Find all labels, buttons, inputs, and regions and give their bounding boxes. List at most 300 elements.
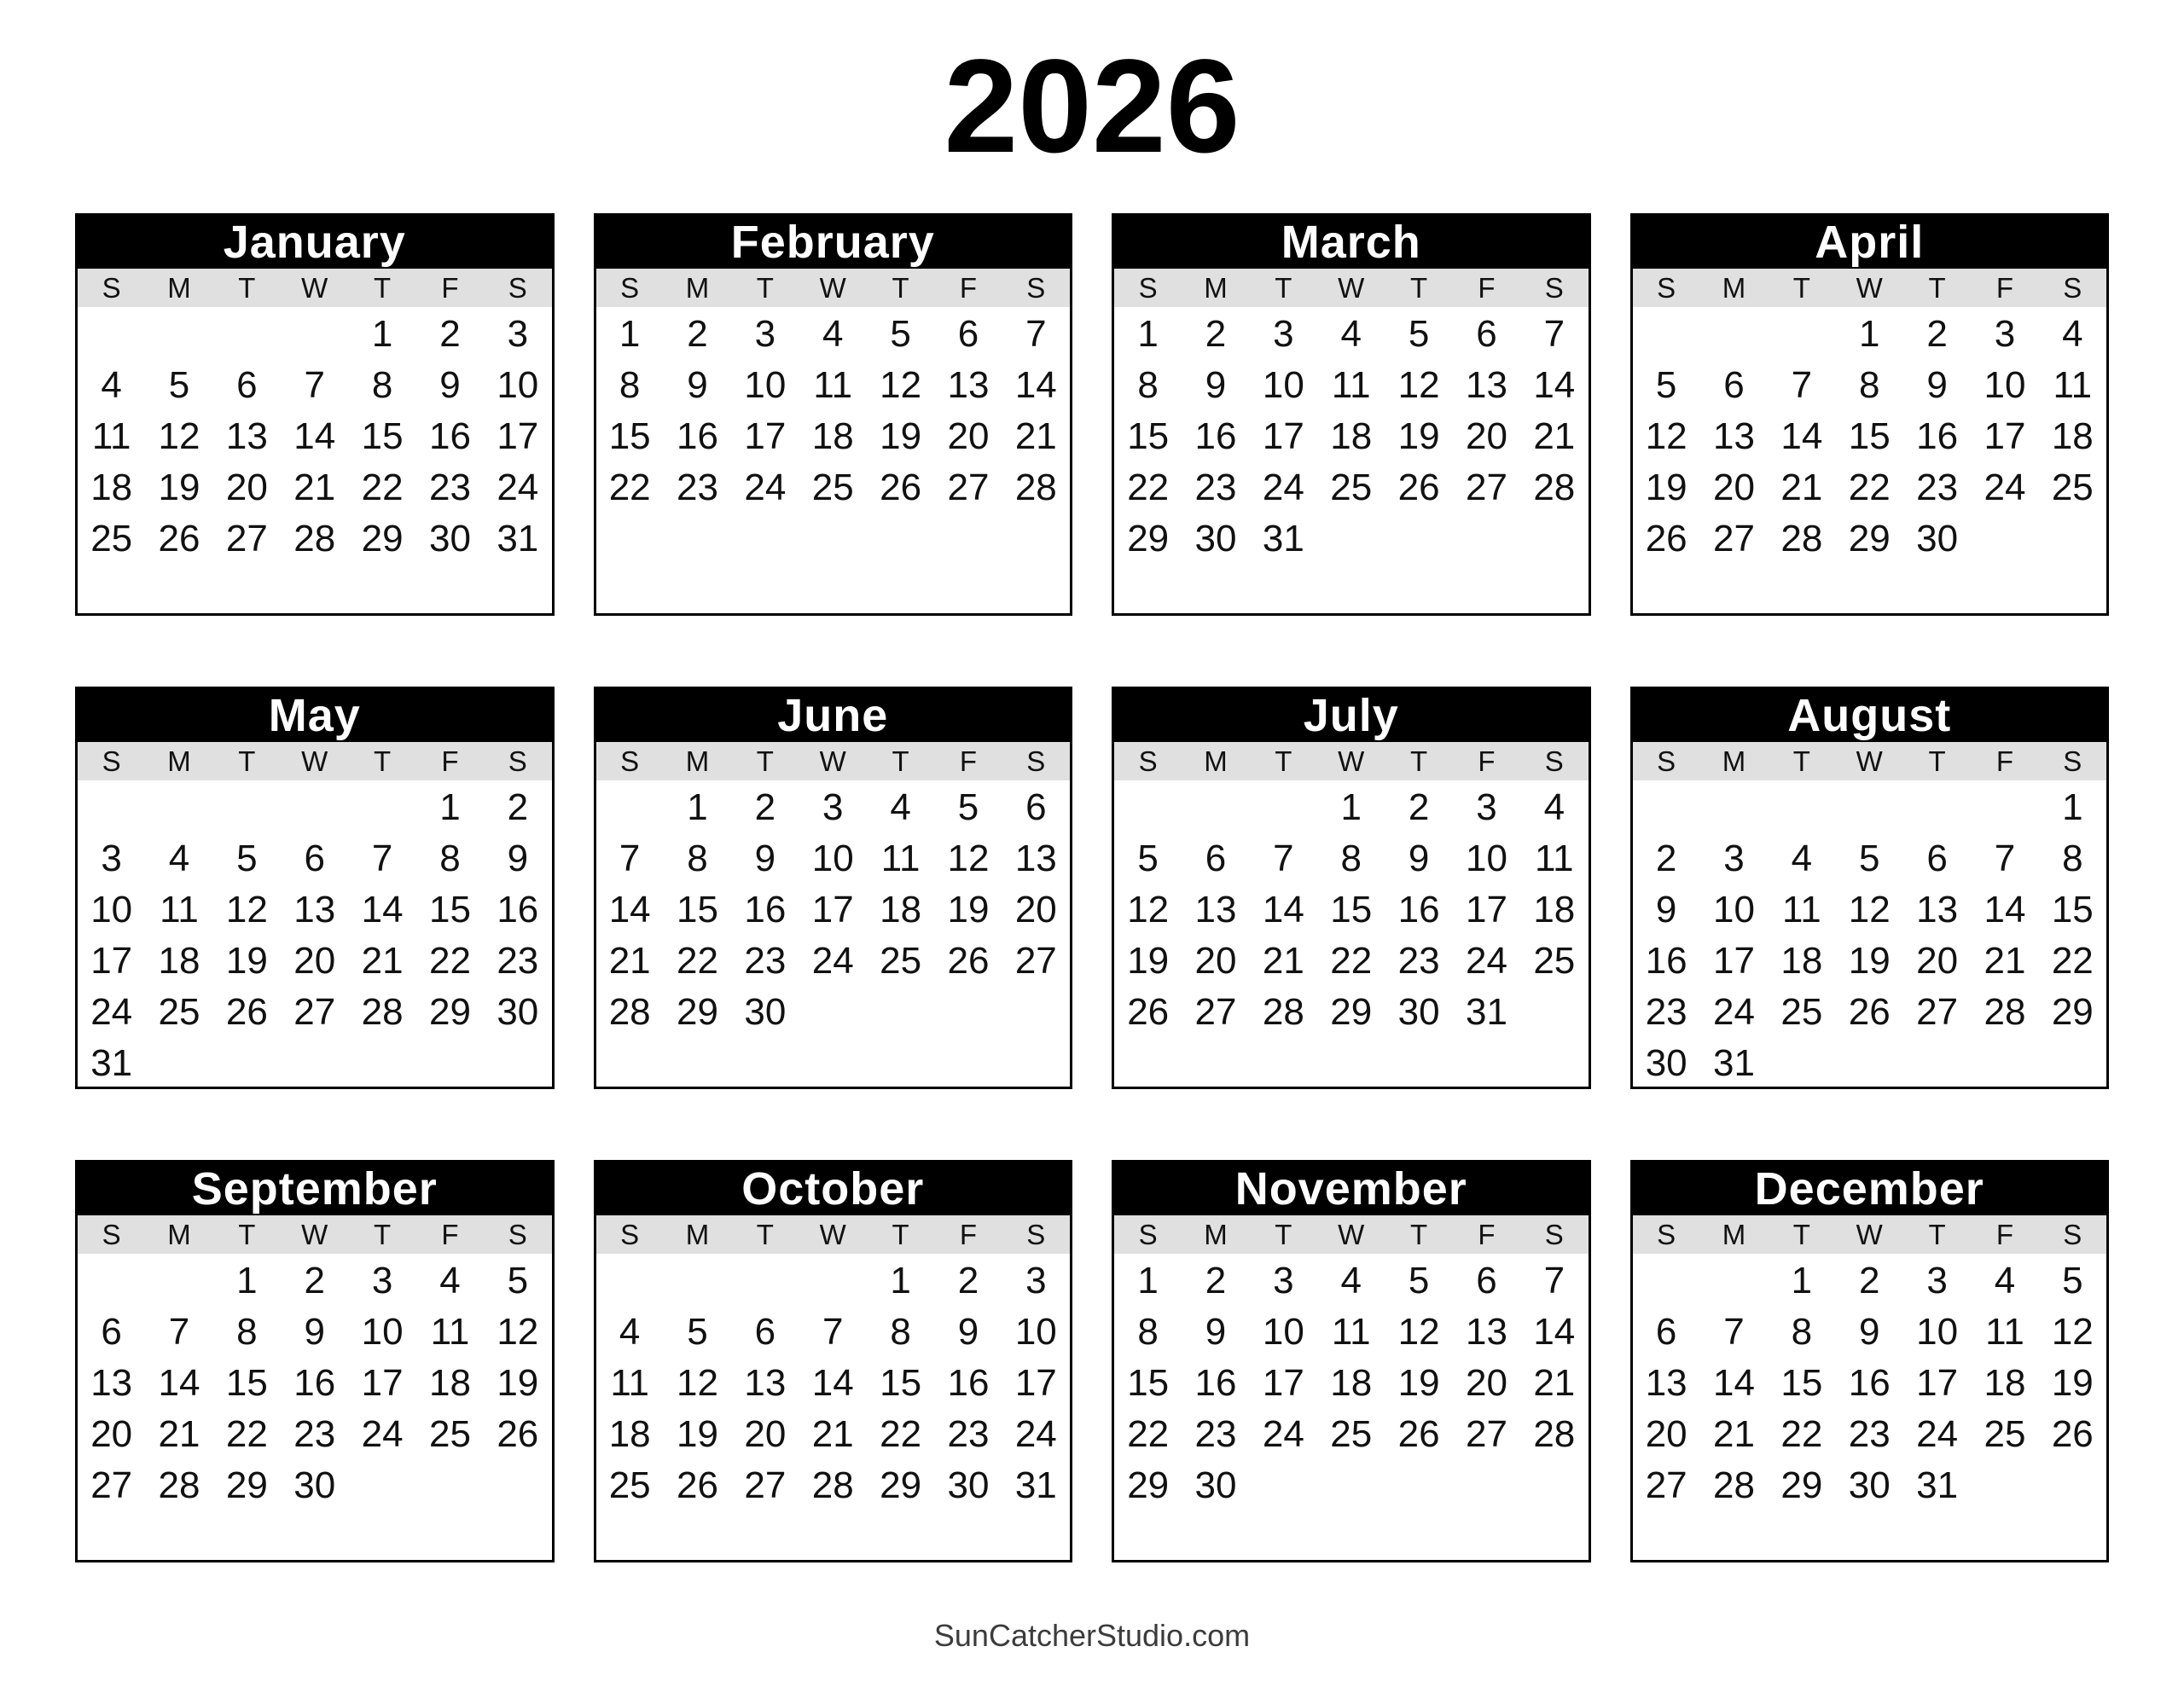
weekday-label: W bbox=[301, 271, 328, 304]
weekday-label: S bbox=[1026, 271, 1046, 304]
date-cell: 23 bbox=[1194, 467, 1237, 508]
date-cell: 21 bbox=[1262, 940, 1304, 982]
date-cell: 20 bbox=[1645, 1413, 1687, 1455]
date-cell: 29 bbox=[1848, 518, 1891, 559]
weekday-label: S bbox=[1657, 745, 1676, 777]
date-cell: 21 bbox=[293, 467, 336, 508]
date-cell: 9 bbox=[1655, 889, 1677, 930]
date-cell: 20 bbox=[90, 1413, 133, 1455]
date-cell: 17 bbox=[1262, 415, 1304, 457]
date-cell: 3 bbox=[1273, 1260, 1294, 1301]
date-cell: 4 bbox=[1340, 1260, 1362, 1301]
month-dates bbox=[1114, 1254, 1589, 1560]
date-cell: 17 bbox=[1262, 1362, 1304, 1404]
weekday-label: S bbox=[1026, 1218, 1046, 1250]
date-cell: 25 bbox=[1984, 1413, 2026, 1455]
date-cell: 19 bbox=[1397, 415, 1440, 457]
date-cell: 14 bbox=[811, 1362, 854, 1404]
date-cell: 28 bbox=[293, 518, 336, 559]
date-cell: 24 bbox=[361, 1413, 404, 1455]
month-title: August bbox=[1633, 689, 2107, 742]
weekday-label: F bbox=[441, 1218, 459, 1250]
date-cell: 19 bbox=[225, 940, 268, 982]
weekday-label: W bbox=[301, 1218, 328, 1250]
date-cell: 3 bbox=[1994, 313, 2016, 355]
date-cell: 11 bbox=[91, 415, 131, 457]
date-cell: 17 bbox=[90, 940, 133, 982]
date-cell: 27 bbox=[1645, 1464, 1687, 1506]
date-cell: 7 bbox=[1025, 313, 1047, 355]
weekday-header-row bbox=[1114, 742, 1589, 780]
date-cell: 3 bbox=[822, 786, 844, 828]
date-cell: 1 bbox=[236, 1260, 258, 1301]
weekday-label: W bbox=[819, 271, 846, 304]
date-cell: 6 bbox=[1723, 364, 1745, 406]
date-cell: 10 bbox=[1713, 889, 1755, 930]
date-cell: 6 bbox=[1025, 786, 1047, 828]
date-cell: 9 bbox=[1408, 838, 1430, 879]
date-cell: 14 bbox=[1713, 1362, 1755, 1404]
date-cell: 5 bbox=[236, 838, 258, 879]
weekday-header-row bbox=[596, 1215, 1071, 1254]
date-cell: 8 bbox=[1137, 1311, 1159, 1353]
date-cell: 9 bbox=[754, 838, 776, 879]
date-cell: 25 bbox=[608, 1464, 651, 1506]
date-cell: 1 bbox=[1137, 313, 1159, 355]
date-cell: 27 bbox=[1713, 518, 1755, 559]
date-cell: 8 bbox=[687, 838, 708, 879]
date-cell: 20 bbox=[744, 1413, 787, 1455]
date-cell: 18 bbox=[811, 415, 854, 457]
weekday-label: T bbox=[756, 745, 774, 777]
date-cell: 30 bbox=[428, 518, 471, 559]
date-cell: 30 bbox=[293, 1464, 336, 1506]
date-cell: 13 bbox=[1465, 364, 1507, 406]
date-cell: 1 bbox=[890, 1260, 911, 1301]
date-cell: 24 bbox=[1713, 991, 1755, 1033]
weekday-label: T bbox=[756, 271, 774, 304]
date-cell: 15 bbox=[225, 1362, 268, 1404]
date-cell: 8 bbox=[371, 364, 393, 406]
calendar-grid bbox=[75, 213, 2109, 1562]
date-cell: 3 bbox=[754, 313, 776, 355]
date-cell: 9 bbox=[1926, 364, 1948, 406]
date-cell: 22 bbox=[608, 467, 651, 508]
date-cell: 20 bbox=[1465, 1362, 1507, 1404]
date-cell: 20 bbox=[1194, 940, 1237, 982]
date-cell: 22 bbox=[1330, 940, 1373, 982]
date-cell: 25 bbox=[90, 518, 133, 559]
weekday-label: W bbox=[1856, 745, 1883, 777]
date-cell: 6 bbox=[101, 1311, 122, 1353]
weekday-label: W bbox=[819, 1218, 846, 1250]
date-cell: 1 bbox=[1791, 1260, 1813, 1301]
month-february bbox=[594, 213, 1073, 616]
date-cell: 17 bbox=[1916, 1362, 1959, 1404]
date-cell: 9 bbox=[957, 1311, 979, 1353]
month-dates bbox=[78, 1254, 552, 1560]
weekday-label: S bbox=[1138, 271, 1158, 304]
date-cell: 5 bbox=[890, 313, 911, 355]
date-cell: 18 bbox=[1533, 889, 1576, 930]
date-cell: 4 bbox=[1340, 313, 1362, 355]
date-cell: 29 bbox=[428, 991, 471, 1033]
weekday-label: S bbox=[620, 745, 640, 777]
date-cell: 12 bbox=[1645, 415, 1687, 457]
date-cell: 14 bbox=[1780, 415, 1823, 457]
weekday-label: S bbox=[1544, 271, 1564, 304]
date-cell: 12 bbox=[1397, 1311, 1440, 1353]
date-cell: 12 bbox=[677, 1362, 718, 1404]
date-cell: 2 bbox=[957, 1260, 979, 1301]
date-cell: 23 bbox=[1194, 1413, 1237, 1455]
date-cell: 11 bbox=[1331, 364, 1371, 406]
date-cell: 2 bbox=[1859, 1260, 1880, 1301]
date-cell: 17 bbox=[361, 1362, 404, 1404]
date-cell: 10 bbox=[744, 364, 787, 406]
date-cell: 17 bbox=[811, 889, 854, 930]
date-cell: 25 bbox=[1330, 1413, 1373, 1455]
date-cell: 2 bbox=[507, 786, 529, 828]
date-cell: 29 bbox=[1127, 518, 1170, 559]
date-cell: 15 bbox=[677, 889, 718, 930]
date-cell: 10 bbox=[1262, 1311, 1304, 1353]
date-cell: 1 bbox=[1137, 1260, 1159, 1301]
month-dates bbox=[596, 780, 1071, 1087]
date-cell: 30 bbox=[497, 991, 539, 1033]
weekday-label: T bbox=[238, 745, 256, 777]
date-cell: 28 bbox=[361, 991, 404, 1033]
date-cell: 13 bbox=[947, 364, 990, 406]
date-cell: 21 bbox=[811, 1413, 854, 1455]
weekday-label: T bbox=[1410, 1218, 1428, 1250]
date-cell: 1 bbox=[439, 786, 461, 828]
date-cell: 4 bbox=[1543, 786, 1565, 828]
date-cell: 28 bbox=[1262, 991, 1304, 1033]
date-cell: 29 bbox=[1127, 1464, 1170, 1506]
date-cell: 27 bbox=[1194, 991, 1237, 1033]
date-cell: 13 bbox=[293, 889, 336, 930]
date-cell: 23 bbox=[1916, 467, 1959, 508]
date-cell: 8 bbox=[619, 364, 641, 406]
date-cell: 3 bbox=[1025, 1260, 1047, 1301]
date-cell: 22 bbox=[1848, 467, 1891, 508]
weekday-label: F bbox=[1478, 271, 1496, 304]
date-cell: 8 bbox=[1340, 838, 1362, 879]
date-cell: 23 bbox=[677, 467, 718, 508]
weekday-label: S bbox=[620, 1218, 640, 1250]
date-cell: 4 bbox=[890, 786, 911, 828]
date-cell: 22 bbox=[225, 1413, 268, 1455]
date-cell: 4 bbox=[439, 1260, 461, 1301]
month-january bbox=[75, 213, 555, 616]
date-cell: 26 bbox=[1127, 991, 1170, 1033]
weekday-label: W bbox=[1338, 1218, 1365, 1250]
date-cell: 29 bbox=[880, 1464, 922, 1506]
date-cell: 15 bbox=[1848, 415, 1891, 457]
date-cell: 19 bbox=[1397, 1362, 1440, 1404]
date-cell: 20 bbox=[1014, 889, 1057, 930]
date-cell: 12 bbox=[1397, 364, 1440, 406]
date-cell: 20 bbox=[293, 940, 336, 982]
date-cell: 17 bbox=[1984, 415, 2026, 457]
weekday-label: T bbox=[238, 1218, 256, 1250]
weekday-label: W bbox=[1338, 271, 1365, 304]
month-november bbox=[1112, 1160, 1591, 1562]
date-cell: 5 bbox=[1655, 364, 1677, 406]
date-cell: 7 bbox=[1723, 1311, 1745, 1353]
weekday-header-row bbox=[78, 1215, 552, 1254]
year-title: 2026 bbox=[944, 32, 1240, 181]
month-title: February bbox=[596, 216, 1071, 269]
weekday-label: S bbox=[102, 271, 121, 304]
date-cell: 16 bbox=[677, 415, 718, 457]
date-cell: 22 bbox=[1127, 467, 1170, 508]
date-cell: 28 bbox=[1533, 1413, 1576, 1455]
date-cell: 10 bbox=[1465, 838, 1507, 879]
weekday-label: F bbox=[959, 1218, 978, 1250]
weekday-label: T bbox=[1410, 745, 1428, 777]
date-cell: 25 bbox=[158, 991, 200, 1033]
date-cell: 6 bbox=[304, 838, 325, 879]
date-cell: 15 bbox=[1330, 889, 1373, 930]
date-cell: 2 bbox=[1655, 838, 1677, 879]
weekday-label: M bbox=[1722, 1218, 1746, 1250]
month-june bbox=[594, 687, 1073, 1089]
month-title: January bbox=[78, 216, 552, 269]
month-dates bbox=[596, 307, 1071, 613]
date-cell: 31 bbox=[1916, 1464, 1959, 1506]
month-dates bbox=[78, 780, 552, 1089]
date-cell: 25 bbox=[1533, 940, 1576, 982]
date-cell: 24 bbox=[1014, 1413, 1057, 1455]
date-cell: 4 bbox=[822, 313, 844, 355]
date-cell: 4 bbox=[168, 838, 190, 879]
date-cell: 27 bbox=[1465, 467, 1507, 508]
date-cell: 11 bbox=[160, 889, 199, 930]
date-cell: 22 bbox=[361, 467, 404, 508]
date-cell: 15 bbox=[428, 889, 471, 930]
date-cell: 24 bbox=[1465, 940, 1507, 982]
month-title: July bbox=[1114, 689, 1589, 742]
date-cell: 19 bbox=[947, 889, 990, 930]
date-cell: 1 bbox=[2062, 786, 2083, 828]
weekday-label: F bbox=[1995, 1218, 2014, 1250]
date-cell: 7 bbox=[1543, 313, 1565, 355]
month-december bbox=[1630, 1160, 2110, 1562]
date-cell: 6 bbox=[754, 1311, 776, 1353]
weekday-label: S bbox=[1544, 745, 1564, 777]
date-cell: 11 bbox=[430, 1311, 470, 1353]
date-cell: 3 bbox=[507, 313, 529, 355]
date-cell: 16 bbox=[1194, 415, 1237, 457]
date-cell: 6 bbox=[236, 364, 258, 406]
weekday-header-row bbox=[1114, 1215, 1589, 1254]
date-cell: 30 bbox=[1194, 518, 1237, 559]
date-cell: 6 bbox=[957, 313, 979, 355]
weekday-label: T bbox=[374, 271, 392, 304]
month-title: March bbox=[1114, 216, 1589, 269]
date-cell: 12 bbox=[947, 838, 990, 879]
date-cell: 14 bbox=[1533, 364, 1576, 406]
date-cell: 7 bbox=[168, 1311, 190, 1353]
date-cell: 16 bbox=[947, 1362, 990, 1404]
date-cell: 25 bbox=[811, 467, 854, 508]
date-cell: 19 bbox=[1645, 467, 1687, 508]
date-cell: 8 bbox=[2062, 838, 2083, 879]
month-dates bbox=[1114, 780, 1589, 1087]
date-cell: 6 bbox=[1476, 313, 1497, 355]
date-cell: 16 bbox=[1645, 940, 1687, 982]
date-cell: 20 bbox=[1713, 467, 1755, 508]
date-cell: 24 bbox=[811, 940, 854, 982]
date-cell: 28 bbox=[811, 1464, 854, 1506]
date-cell: 11 bbox=[880, 838, 921, 879]
date-cell: 11 bbox=[1985, 1311, 2024, 1353]
date-cell: 28 bbox=[1780, 518, 1823, 559]
date-cell: 20 bbox=[1916, 940, 1959, 982]
date-cell: 12 bbox=[497, 1311, 539, 1353]
weekday-label: S bbox=[1138, 1218, 1158, 1250]
date-cell: 17 bbox=[1465, 889, 1507, 930]
date-cell: 25 bbox=[880, 940, 922, 982]
date-cell: 3 bbox=[1476, 786, 1497, 828]
weekday-label: F bbox=[959, 271, 978, 304]
date-cell: 6 bbox=[1655, 1311, 1677, 1353]
date-cell: 28 bbox=[1533, 467, 1576, 508]
date-cell: 11 bbox=[610, 1362, 650, 1404]
date-cell: 23 bbox=[1397, 940, 1440, 982]
date-cell: 19 bbox=[880, 415, 922, 457]
date-cell: 26 bbox=[1645, 518, 1687, 559]
date-cell: 7 bbox=[619, 838, 641, 879]
date-cell: 18 bbox=[1330, 1362, 1373, 1404]
date-cell: 26 bbox=[2051, 1413, 2094, 1455]
date-cell: 17 bbox=[1713, 940, 1755, 982]
date-cell: 25 bbox=[1330, 467, 1373, 508]
date-cell: 13 bbox=[744, 1362, 787, 1404]
date-cell: 18 bbox=[608, 1413, 651, 1455]
weekday-label: M bbox=[167, 271, 191, 304]
weekday-label: S bbox=[1026, 745, 1046, 777]
weekday-label: S bbox=[508, 745, 527, 777]
date-cell: 26 bbox=[677, 1464, 718, 1506]
weekday-header-row bbox=[596, 269, 1071, 307]
date-cell: 25 bbox=[428, 1413, 471, 1455]
date-cell: 14 bbox=[608, 889, 651, 930]
date-cell: 14 bbox=[1984, 889, 2026, 930]
weekday-label: W bbox=[301, 745, 328, 777]
date-cell: 5 bbox=[957, 786, 979, 828]
date-cell: 23 bbox=[744, 940, 787, 982]
date-cell: 28 bbox=[1984, 991, 2026, 1033]
weekday-label: S bbox=[508, 271, 527, 304]
date-cell: 17 bbox=[497, 415, 539, 457]
date-cell: 20 bbox=[1465, 415, 1507, 457]
date-cell: 21 bbox=[1984, 940, 2026, 982]
date-cell: 12 bbox=[2051, 1311, 2094, 1353]
weekday-label: M bbox=[685, 1218, 710, 1250]
weekday-label: F bbox=[959, 745, 978, 777]
date-cell: 8 bbox=[1137, 364, 1159, 406]
date-cell: 29 bbox=[1780, 1464, 1823, 1506]
date-cell: 30 bbox=[1848, 1464, 1891, 1506]
date-cell: 23 bbox=[428, 467, 471, 508]
date-cell: 29 bbox=[1330, 991, 1373, 1033]
weekday-label: T bbox=[1928, 1218, 1946, 1250]
date-cell: 19 bbox=[1848, 940, 1891, 982]
date-cell: 5 bbox=[1137, 838, 1159, 879]
month-title: June bbox=[596, 689, 1071, 742]
weekday-label: W bbox=[1856, 271, 1883, 304]
date-cell: 19 bbox=[158, 467, 200, 508]
weekday-label: W bbox=[1338, 745, 1365, 777]
date-cell: 5 bbox=[1408, 1260, 1430, 1301]
date-cell: 29 bbox=[361, 518, 404, 559]
month-april bbox=[1630, 213, 2110, 616]
weekday-label: M bbox=[1722, 271, 1746, 304]
month-dates bbox=[1633, 780, 2107, 1089]
date-cell: 5 bbox=[1408, 313, 1430, 355]
date-cell: 15 bbox=[880, 1362, 922, 1404]
weekday-label: S bbox=[2063, 745, 2082, 777]
date-cell: 1 bbox=[1340, 786, 1362, 828]
date-cell: 25 bbox=[2051, 467, 2094, 508]
date-cell: 26 bbox=[1848, 991, 1891, 1033]
month-may bbox=[75, 687, 555, 1089]
month-title: November bbox=[1114, 1162, 1589, 1215]
date-cell: 6 bbox=[1205, 838, 1227, 879]
date-cell: 7 bbox=[1791, 364, 1813, 406]
date-cell: 24 bbox=[1262, 467, 1304, 508]
date-cell: 16 bbox=[1916, 415, 1959, 457]
date-cell: 18 bbox=[158, 940, 200, 982]
date-cell: 13 bbox=[1916, 889, 1959, 930]
date-cell: 3 bbox=[1926, 1260, 1948, 1301]
month-dates bbox=[596, 1254, 1071, 1560]
date-cell: 9 bbox=[439, 364, 461, 406]
date-cell: 6 bbox=[1926, 838, 1948, 879]
weekday-label: F bbox=[441, 271, 459, 304]
date-cell: 16 bbox=[497, 889, 539, 930]
date-cell: 11 bbox=[1782, 889, 1821, 930]
date-cell: 16 bbox=[1848, 1362, 1891, 1404]
date-cell: 9 bbox=[687, 364, 708, 406]
date-cell: 5 bbox=[507, 1260, 529, 1301]
date-cell: 24 bbox=[1984, 467, 2026, 508]
date-cell: 3 bbox=[1723, 838, 1745, 879]
date-cell: 5 bbox=[2062, 1260, 2083, 1301]
date-cell: 26 bbox=[880, 467, 922, 508]
date-cell: 23 bbox=[293, 1413, 336, 1455]
date-cell: 21 bbox=[361, 940, 404, 982]
date-cell: 24 bbox=[497, 467, 539, 508]
date-cell: 29 bbox=[677, 991, 718, 1033]
date-cell: 31 bbox=[1262, 518, 1304, 559]
month-title: December bbox=[1633, 1162, 2107, 1215]
date-cell: 15 bbox=[608, 415, 651, 457]
date-cell: 3 bbox=[1273, 313, 1294, 355]
date-cell: 12 bbox=[1127, 889, 1170, 930]
date-cell: 1 bbox=[687, 786, 708, 828]
date-cell: 24 bbox=[744, 467, 787, 508]
date-cell: 30 bbox=[947, 1464, 990, 1506]
date-cell: 26 bbox=[158, 518, 200, 559]
date-cell: 4 bbox=[1791, 838, 1813, 879]
date-cell: 11 bbox=[1331, 1311, 1371, 1353]
weekday-label: W bbox=[819, 745, 846, 777]
weekday-label: S bbox=[1544, 1218, 1564, 1250]
